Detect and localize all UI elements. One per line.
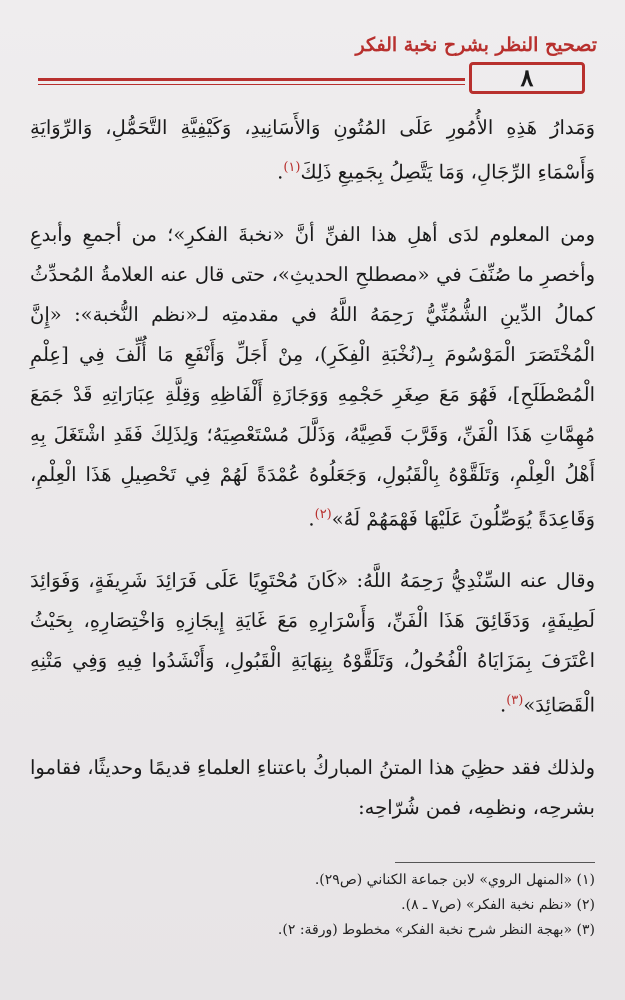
body-text: [30, 108, 595, 828]
paragraph-text: وقال عنه السِّنْدِيُّ رَحِمَهُ اللَّهُ: «كَانَ مُحْتَوِيًا عَلَى فَرَائِدَ شَرِيفَةٍ، وَفَوَائِدَ لَطِيفَةٍ، وَدَقَائِقَ هَذَا الْفَنِّ، وَأَسْرَارِهِ مَعَ غَايَةِ إِيجَازِهِ وَاخْتِصَارِهِ، بِحَيْثُ اعْتَرَفَ بِمَزَايَاهُ الْفُحُولُ، وَتَلَقَّوْهُ بِنِهَايَةِ الْقَبُولِ، وَأَنْشَدُوا فِيهِ وَفِي مَتْنِهِ الْقَصَائِدَ»: [30, 569, 595, 717]
paragraph: [30, 108, 595, 193]
footnote-ref[interactable]: (٢): [314, 506, 332, 522]
paragraph-text: ومن المعلوم لدَى أهلِ هذا الفنِّ أنَّ «نخبةَ الفكرِ»؛ من أجمعِ وأبدعِ وأخصرِ ما صُنِّفَ في «مصطلحِ الحديثِ»، حتى قال عنه العلامةُ المُحدِّثُ كمالُ الدِّينِ الشُّمُنِّيُّ رَحِمَهُ اللَّهُ في مقدمتِه لـ«نظم النُّخبة»: «إِنَّ الْمُخْتَصَرَ الْمَوْسُومَ بِـ(نُخْبَةِ الْفِكَرِ)، مِنْ أَجَلِّ وَأَنْفَعِ مَا أُلِّفَ فِي [عِلْمِ الْمُصْطَلَحِ]، فَهُوَ مَعَ صِغَرِ حَجْمِهِ وَوَجَازَةِ أَلْفَاظِهِ وَقِلَّةِ عِبَارَاتِهِ قَدْ جَمَعَ مُهِمَّاتِ هَذَا الْفَنِّ، وَقَرَّبَ قَصِيَّهُ، وَذَلَّلَ مُسْتَعْصِيَهُ؛ وَلِذَلِكَ فَقَدِ اشْتَغَلَ بِهِ أَهْلُ الْعِلْمِ، وَتَلَقَّوْهُ بِالْقَبُولِ، وَجَعَلُوهُ عُمْدَةً لَهُمْ فِي تَحْصِيلِ هَذَا الْعِلْمِ، وَقَاعِدَةً يُوَصِّلُونَ عَلَيْهَا فَهْمَهُمْ لَهُ»: [30, 222, 595, 530]
paragraph-end: .: [499, 693, 507, 717]
paragraph: [30, 215, 595, 540]
paragraph-end: .: [308, 507, 315, 530]
paragraph-text: ولذلك فقد حظِيَ هذا المتنُ المباركُ باعتناءِ العلماءِ قديمًا وحديثًا، فقاموا بشرحِه، ونظمِه، فمن شُرّاحِه:: [30, 755, 595, 819]
page-number-frame: [38, 62, 585, 96]
page-number: ٨: [469, 62, 585, 94]
paragraph-end: .: [277, 160, 284, 184]
footnote-2: (٢) «نظم نخبة الفكر» (ص٧ ـ ٨).: [401, 897, 595, 913]
paragraph: [30, 748, 595, 828]
footnote-separator: [395, 862, 595, 863]
paragraph-text: وَمَدارُ هَذِهِ الأُمُورِ عَلَى المُتُونِ وَالأَسَانِيدِ، وَكَيْفِيَّةِ التَّحَمُّلِ، وَالرِّوَايَةِ وَأَسْمَاءِ الرِّجَالِ، وَمَا يَتَّصِلُ بِجَمِيعِ ذَلِكَ: [30, 116, 595, 184]
footnote-ref[interactable]: (١): [283, 160, 301, 175]
paragraph: [30, 561, 595, 726]
footnotes: [40, 868, 595, 943]
header-rule: [38, 78, 465, 81]
footnote-1: (١) «المنهل الروي» لابن جماعة الكناني (ص٢٩).: [314, 872, 595, 888]
running-title: تصحيح النظر بشرح نخبة الفكر: [355, 34, 597, 56]
footnote-ref[interactable]: (٣): [506, 693, 524, 708]
footnote-3: (٣) «بهجة النظر شرح نخبة الفكر» مخطوط (ورقة: ٢).: [277, 922, 595, 938]
header-rule-thin: [38, 84, 465, 85]
